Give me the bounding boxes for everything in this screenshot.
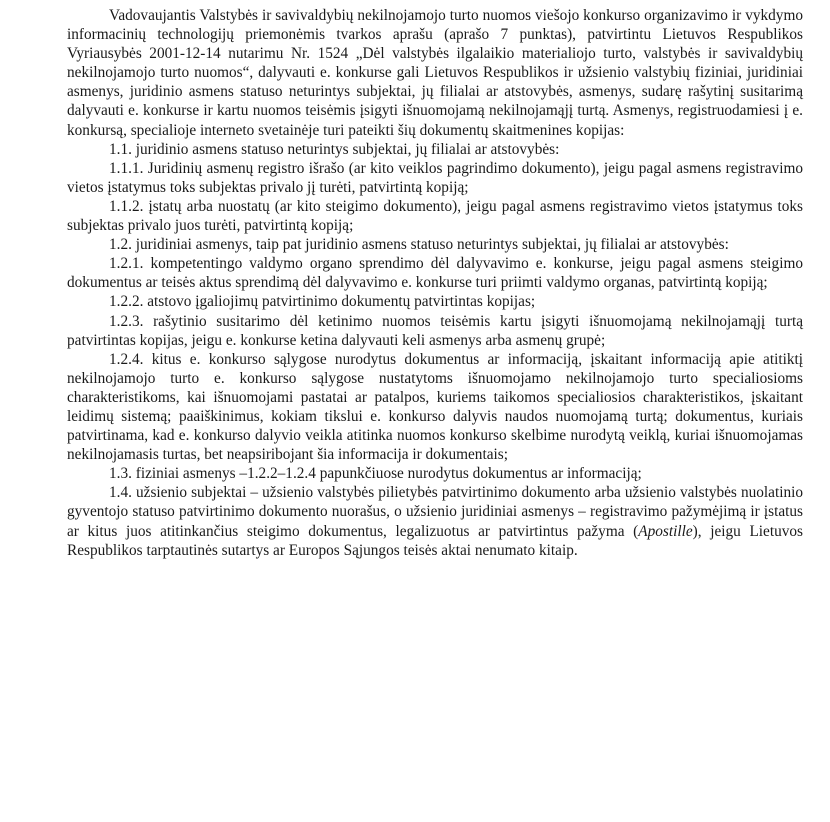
paragraph-1-2-1: 1.2.1. kompetentingo valdymo organo sprendimo dėl dalyvavimo e. konkurse, jeigu pagal asmens steigimo dokumentus ar teisės aktus sprendimą dėl dalyvavimo e. konkurse turi priimti valdymo organas, patvirtintą kopiją; — [67, 255, 803, 292]
paragraph-1-1: 1.1. juridinio asmens statuso neturintys subjektai, jų filialai ar atstovybės: — [109, 140, 560, 158]
paragraph-1-1-1: 1.1.1. Juridinių asmenų registro išrašo (ar kito veiklos pagrindimo dokumento), jeigu pagal asmens registravimo vietos įstatymus toks subjektas privalo jį turėti, patvirtintą kopiją; — [67, 159, 803, 196]
paragraph-1-4-text-before: 1.4. užsienio subjektai – užsienio valstybės pilietybės patvirtinimo dokumento arba užsienio valstybės nuolatinio gyventojo statuso patvirtinimo dokumento nuorašus, o užsienio juridiniai asmenys – registravimo pažymėjimą ir įstatus ar kitus juos atitinkančius steigimo dokumentus, legalizuotus ar patvirtintus pažyma ( — [67, 484, 803, 540]
paragraph-1-4 — [67, 483, 803, 559]
paragraph-1-3: 1.3. fiziniai asmenys –1.2.2–1.2.4 papunkčiuose nurodytus dokumentus ar informaciją; — [109, 465, 642, 483]
intro-paragraph: Vadovaujantis Valstybės ir savivaldybių nekilnojamojo turto nuomos viešojo konkurso organizavimo ir vykdymo informacinių technologijų priemonėmis tvarkos aprašu (aprašo 7 punktas), patvirtintu Lietuvos Respublikos Vyriausybės 2001-12-14 nutarimu Nr. 1524 „Dėl valstybės ilgalaikio materialiojo turto, valstybės ir savivaldybių nekilnojamojo turto nuomos“, dalyvauti e. konkurse gali Lietuvos Respublikos ir užsienio valstybių fiziniai, juridiniai asmenys, juridinio asmens statuso neturintys subjektai, jų filialai ar atstovybės, asmenys, sudarę rašytinį susitarimą dalyvauti e. konkurse ir kartu nuomos teisėmis įsigyti išnuomojamą nekilnojamąjį turtą. Asmenys, registruodamiesi į e. konkursą, specialioje interneto svetainėje turi pateikti šių dokumentų skaitmenines kopijas: — [67, 7, 803, 139]
paragraph-1-2-4: 1.2.4. kitus e. konkurso sąlygose nurodytus dokumentus ar informaciją, įskaitant informaciją apie atitiktį nekilnojamojo turto e. konkurso sąlygose nustatytoms išnuomojamo nekilnojamojo turto specialiosioms charakteristikoms, kai išnuomojami pastatai ar patalpos, kuriems taikomos specialiosios charakteristikos, įskaitant leidimų sistemą; paaiškinimus, kokiam tikslui e. konkurso dalyvis naudos nuomojamą turtą; dokumentus, kuriais patvirtinama, kad e. konkurso dalyvio veikla atitinka nuomos konkurso skelbime nurodytą veiklą, kuriai išnuomojamas nekilnojamasis turtas, bet neapsiribojant šia informacija ir dokumentais; — [67, 350, 803, 464]
paragraph-1-2-3: 1.2.3. rašytinio susitarimo dėl ketinimo nuomos teisėmis kartu įsigyti išnuomojamą nekilnojamąjį turtą patvirtintas kopijas, jeigu e. konkurse ketina dalyvauti keli asmenys arba asmenų grupė; — [67, 312, 803, 349]
paragraph-1-2: 1.2. juridiniai asmenys, taip pat juridinio asmens statuso neturintys subjektai, jų filialai ar atstovybės: — [109, 236, 729, 254]
paragraph-1-2-2: 1.2.2. atstovo įgaliojimų patvirtinimo dokumentų patvirtintas kopijas; — [109, 293, 536, 311]
paragraph-1-4-text-after: ), jeigu Lietuvos Respublikos tarptautinės sutartys ar Europos Sąjungos teisės aktai nenumato kitaip. — [67, 522, 803, 559]
paragraph-1-1-2: 1.1.2. įstatų arba nuostatų (ar kito steigimo dokumento), jeigu pagal asmens registravimo vietos įstatymus toks subjektas privalo juos turėti, patvirtintą kopiją; — [67, 197, 803, 235]
apostille-term: Apostille — [638, 522, 693, 540]
